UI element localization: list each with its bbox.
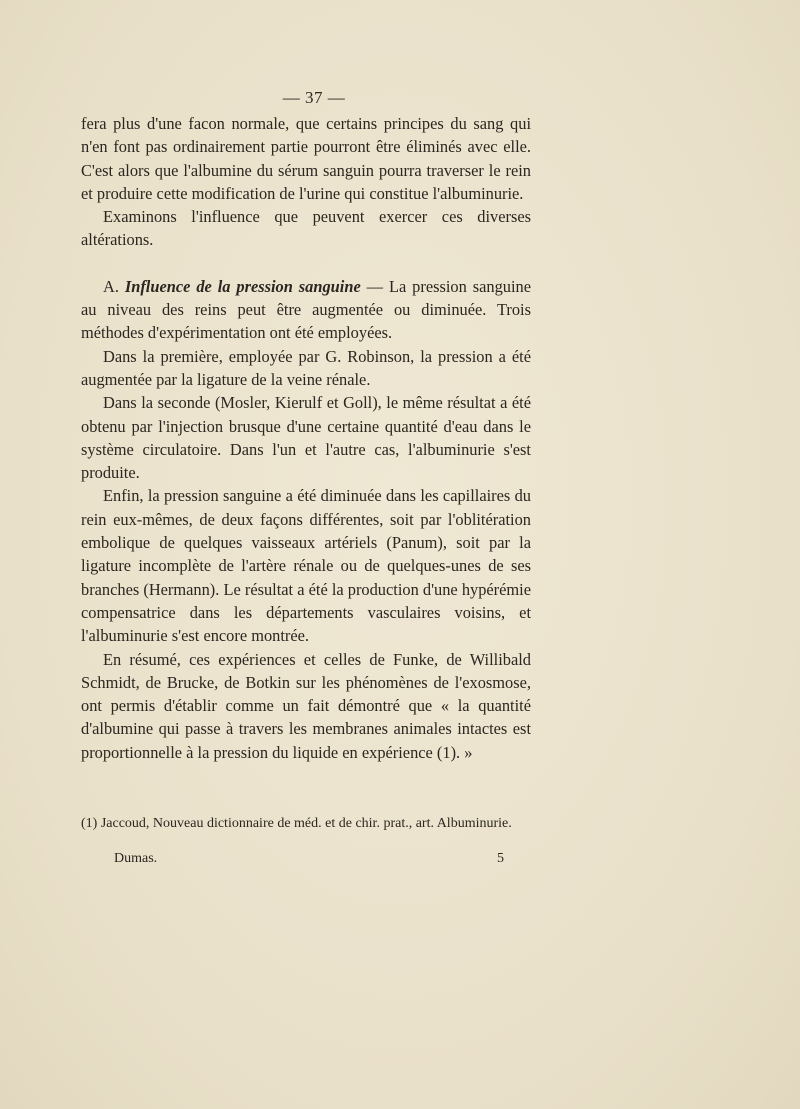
section-title: Influence de la pression sanguine	[124, 276, 361, 296]
section-heading-paragraph	[81, 275, 531, 345]
section-gap	[81, 252, 531, 275]
printer-signature	[114, 851, 504, 867]
paragraph: Enfin, la pression sanguine a été diminuée dans les capillaires du rein eux-mêmes, de deux façons différentes, soit par l'oblitération embolique de quelques vaisseaux artériels (Panum), soit par la ligature incomplète de l'artère rénale ou de quelques-unes de ses branches (Hermann). Le résultat a été la production d'une hypérémie compensatrice dans les départements vasculaires voisins, et l'albuminurie s'est encore montrée.	[81, 486, 531, 646]
main-text	[81, 112, 531, 764]
footnote-text: (1) Jaccoud, Nouveau dictionnaire de méd. et de chir. prat., art. Albuminurie.	[81, 816, 512, 831]
paragraph: Dans la première, employée par G. Robinson, la pression a été augmentée par la ligature de la veine rénale.	[81, 346, 531, 389]
section-label: A.	[103, 276, 119, 296]
section-lead-text: — La pression sanguine au niveau des reins peut être augmentée ou diminuée. Trois méthodes d'expérimentation ont été employées.	[81, 276, 531, 343]
page-number: — 37 —	[282, 88, 346, 107]
signature-sheet-number: 5	[497, 851, 504, 866]
paragraph: En résumé, ces expériences et celles de Funke, de Willibald Schmidt, de Brucke, de Botkin sur les phénomènes de l'exosmose, ont permis d'établir comme un fait démontré que « la quantité d'albumine qui passe à travers les membranes animales intactes est proportionnelle à la pression du liquide en expérience (1). »	[81, 649, 531, 762]
paragraph: Examinons l'influence que peuvent exercer ces diverses altérations.	[81, 207, 531, 250]
signature-author: Dumas.	[114, 851, 158, 866]
paragraph: Dans la seconde (Mosler, Kierulf et Goll), le même résultat a été obtenu par l'injection brusque d'une certaine quantité d'eau dans le système circulatoire. Dans l'un et l'autre cas, l'albuminurie s'est produite.	[81, 393, 531, 483]
paragraph-continuation: fera plus d'une facon normale, que certains principes du sang qui n'en font pas ordinairement partie pourront être éliminés avec elle. C'est alors que l'albumine du sérum sanguin pourra traverser le rein et produire cette modification de l'urine qui constitue l'albuminurie.	[81, 114, 531, 203]
footnote	[81, 815, 531, 833]
